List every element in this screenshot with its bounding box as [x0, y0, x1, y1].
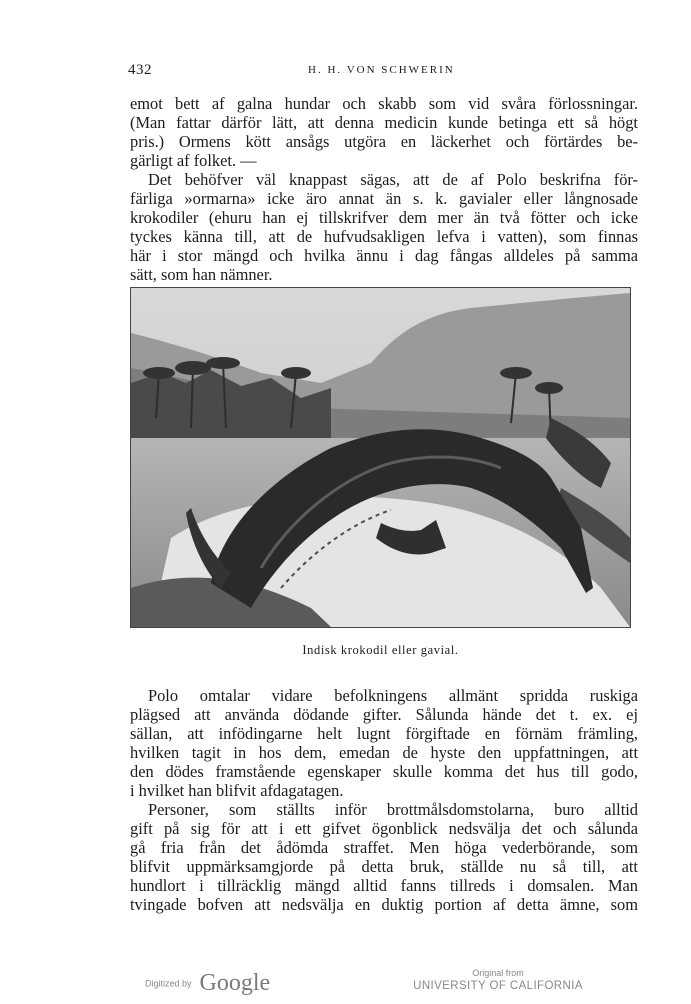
digitized-by-label: Digitized by	[145, 978, 192, 989]
original-from-label: Original from	[472, 968, 524, 978]
text-line: Personer, som ställts inför brottmålsdomstolarna, buro alltid	[148, 800, 638, 819]
digitized-by-google	[145, 970, 270, 997]
text-line: gift på sig för att i ett gifvet ögonblick nedsvälja det och sålunda	[130, 819, 638, 838]
text-line: hvilken tagit in hos dem, emedan de hyste den uppfattningen, att	[130, 743, 638, 762]
paragraphs-top	[130, 94, 638, 284]
text-line: pris.) Ormens kött ansågs utgöra en läckerhet och förtärdes be-	[130, 132, 638, 151]
running-head: H. H. VON SCHWERIN	[308, 64, 455, 76]
text-line: i hvilket han blifvit afdagatagen.	[130, 781, 344, 800]
page-header	[128, 62, 638, 80]
text-line: krokodiler (ehuru han ej tillskrifver dem mer än två fötter och icke	[130, 208, 638, 227]
text-line: tvingade bofven att nedsvälja en duktig portion af detta ämne, som	[130, 895, 638, 914]
text-line: den dödes framstående egenskaper skulle komma det hus till godo,	[130, 762, 638, 781]
text-line: hundlort i tillräcklig mängd alltid fanns tillreds i domsalen. Man	[130, 876, 638, 895]
text-line: sätt, som han nämner.	[130, 265, 273, 284]
text-line: tyckes känna till, att de hufvudsakligen lefva i vatten), som finnas	[130, 227, 638, 246]
text-line: emot bett af galna hundar och skabb som vid svåra förlossningar.	[130, 94, 638, 113]
library-name: UNIVERSITY OF CALIFORNIA	[413, 980, 583, 992]
figure-caption: Indisk krokodil eller gavial.	[302, 643, 459, 657]
text-line: här i stor mängd och hvilka ännu i dag fångas alldeles på samma	[130, 246, 638, 265]
google-logo: Google	[199, 970, 271, 996]
text-line: färliga »ormarna» icke äro annat än s. k. gavialer eller långnosade	[130, 189, 638, 208]
text-line: (Man fattar därför lätt, att denna medicin kunde betinga ett så högt	[130, 113, 638, 132]
gavial-illustration	[130, 287, 631, 628]
text-line: plägsed att använda dödande gifter. Sålunda hände det t. ex. ej	[130, 705, 638, 724]
paragraphs-bottom	[130, 686, 638, 914]
text-line: Det behöfver väl knappast sägas, att de af Polo beskrifna för-	[148, 170, 638, 189]
text-line: gå fria från det ådömda straffet. Men höga vederbörande, som	[130, 838, 638, 857]
text-line: blifvit uppmärksamgjorde på detta bruk, ställde nu så till, att	[130, 857, 638, 876]
page-number: 432	[128, 62, 152, 78]
text-line: Polo omtalar vidare befolkningens allmänt spridda ruskiga	[148, 686, 638, 705]
original-from	[408, 968, 588, 993]
text-line: sällan, att infödingarne helt lugnt förgiftade en förnäm främling,	[130, 724, 638, 743]
text-line: gärligt af folket. —	[130, 151, 257, 170]
